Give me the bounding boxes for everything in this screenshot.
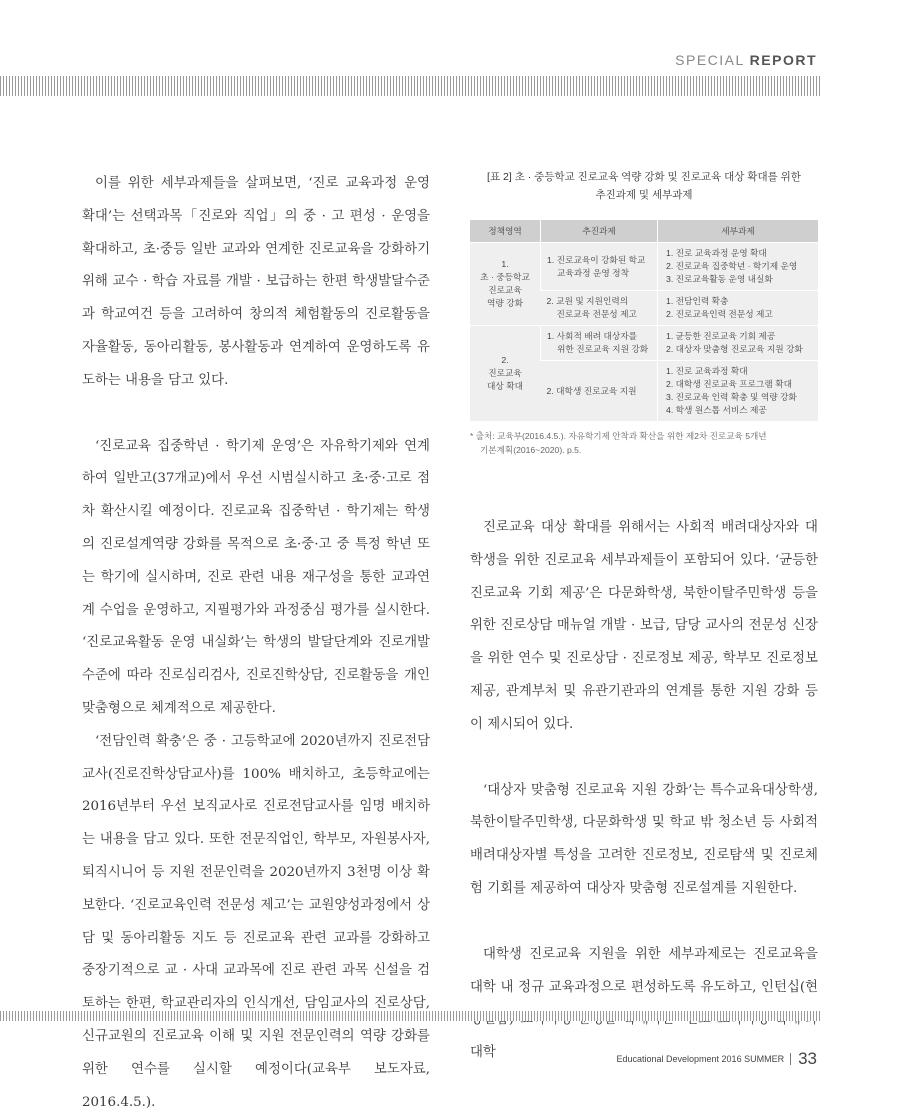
header-label-bold: REPORT	[749, 52, 817, 68]
right-column	[470, 512, 818, 1070]
footer-divider	[790, 1053, 791, 1065]
table-row	[470, 326, 818, 361]
header-label-light: SPECIAL	[675, 52, 750, 68]
task-cell: 2. 교원 및 지원인력의 진로교육 전문성 제고	[541, 291, 658, 326]
footnote-line-2: 기본계획(2016~2020). p.5.	[480, 445, 582, 455]
page-footer	[616, 1049, 817, 1069]
policy-area-cell: 2. 진로교육 대상 확대	[470, 326, 541, 422]
table-block	[470, 168, 818, 457]
policy-area-cell: 1. 초 · 중등학교 진로교육 역량 강화	[470, 243, 541, 326]
table-title-line-2: 추진과제 및 세부과제	[595, 189, 693, 201]
table-title-line-1: [표 2] 초 · 중등학교 진로교육 역량 강화 및 진로교육 대상 확대를 위한	[487, 171, 801, 183]
table-header-row	[470, 220, 818, 243]
left-paragraph-1: 이를 위한 세부과제들을 살펴보면, ‘진로 교육과정 운영 확대’는 선택과목「진로와 직업」의 중 · 고 편성 · 운영을 확대하고, 초·중등 일반 교과와 연계한 진로교육을 강화하기 위해 교수 · 학습 자료를 개발 · 보급하는 한편 학생발달수준과 학교여건 등을 고려하여 창의적 체험활동의 진로활동을 자율활동, 동아리활동, 봉사활동과 연계하여 운영하도록 유도하는 내용을 담고 있다.	[82, 176, 430, 388]
header-subtask: 세부과제	[658, 220, 819, 243]
subtask-cell: 1. 균등한 진로교육 기회 제공 2. 대상자 맞춤형 진로교육 지원 강화	[658, 326, 819, 361]
footer-stripe	[0, 1011, 820, 1021]
magazine-name: Educational Development 2016 SUMMER	[616, 1054, 785, 1064]
table-row	[470, 243, 818, 291]
footnote-line-1: * 출처: 교육부(2016.4.5.). 자유학기제 안착과 확산을 위한 제2차 진로교육 5개년	[470, 431, 767, 441]
left-paragraph-3: ‘전담인력 확충’은 중 · 고등학교에 2020년까지 진로전담교사(진로진학상담교사)를 100% 배치하고, 초등학교에는 2016년부터 우선 보직교사로 진로전담교사를 임명 배치하는 내용을 담고 있다. 또한 전문직업인, 학부모, 자원봉사자, 퇴직시니어 등 지원 전문인력을 2020년까지 3천명 이상 확보한다. ‘진로교육인력 전문성 제고’는 교원양성과정에서 상담 및 동아리활동 지도 등 진로교육 관련 교과를 강화하고 중장기적으로 교 · 사대 교과목에 진로 관련 과목 신설을 검토하는 한편, 학교관리자의 인식개선, 담임교사의 진로상담, 신규교원의 진로교육 이해 및 지원 전문인력의 역량 강화를 위한 연수를 실시할 예정이다(교육부 보도자료, 2016.4.5.).	[82, 733, 430, 1110]
section-header	[675, 52, 817, 68]
left-paragraph-2: ‘진로교육 집중학년 · 학기제 운영’은 자유학기제와 연계하여 일반고(37개교)에서 우선 시범실시하고 초·중·고로 점차 확산시킬 예정이다. 진로교육 집중학년 · 학기제는 학생의 진로설계역량 강화를 목적으로 초·중·고 중 특정 학년 또는 학기에 실시하며, 진로 관련 내용 재구성을 통한 교과연계 수업을 운영하고, 지필평가와 과정중심 평가를 실시한다. ‘진로교육활동 운영 내실화’는 학생의 발달단계와 진로개발 수준에 따라 진로심리검사, 진로진학상담, 진로활동을 개인 맞춤형으로 체계적으로 제공한다.	[82, 438, 430, 716]
table-footnote	[470, 429, 818, 457]
subtask-cell: 1. 전담인력 확충 2. 진로교육인력 전문성 제고	[658, 291, 819, 326]
left-column	[82, 168, 430, 1119]
header-task: 추진과제	[541, 220, 658, 243]
page-number: 33	[798, 1049, 817, 1068]
policy-table	[470, 220, 818, 421]
task-cell: 1. 사회적 배려 대상자를 위한 진로교육 지원 강화	[541, 326, 658, 361]
right-paragraph-2: ‘대상자 맞춤형 진로교육 지원 강화’는 특수교육대상학생, 북한이탈주민학생, 다문화학생 및 학교 밖 청소년 등 사회적 배려대상자별 특성을 고려한 진로정보, 진로탐색 및 진로체험 기회를 제공하여 대상자 맞춤형 진로설계를 지원한다.	[470, 782, 818, 896]
table-title	[470, 168, 818, 204]
task-cell: 2. 대학생 진로교육 지원	[541, 361, 658, 422]
subtask-cell: 1. 진로 교육과정 운영 확대 2. 진로교육 집중학년 · 학기제 운영 3. 진로교육활동 운영 내실화	[658, 243, 819, 291]
task-cell: 1. 진로교육이 강화된 학교 교육과정 운영 정착	[541, 243, 658, 291]
subtask-cell: 1. 진로 교육과정 확대 2. 대학생 진로교육 프로그램 확대 3. 진로교육 인력 확충 및 역량 강화 4. 학생 원스톱 서비스 제공	[658, 361, 819, 422]
right-paragraph-3: 대학생 진로교육 지원을 위한 세부과제로는 진로교육을 대학 내 정규 교육과정으로 편성하도록 유도하고, 인턴십(현 대학	[470, 946, 818, 1061]
header-policy-area: 정책영역	[470, 220, 541, 243]
right-paragraph-1: 진로교육 대상 확대를 위해서는 사회적 배려대상자와 대학생을 위한 진로교육 세부과제들이 포함되어 있다. ‘균등한 진로교육 기회 제공’은 다문화학생, 북한이탈주민학생 등을 위한 진로상담 매뉴얼 개발 · 보급, 담당 교사의 전문성 신장을 위한 연수 및 진로상담 · 진로정보 제공, 학부모 진로정보 제공, 관계부처 및 유관기관과의 연계를 통한 지원 강화 등이 제시되어 있다.	[470, 520, 818, 732]
header-stripe	[0, 76, 820, 96]
